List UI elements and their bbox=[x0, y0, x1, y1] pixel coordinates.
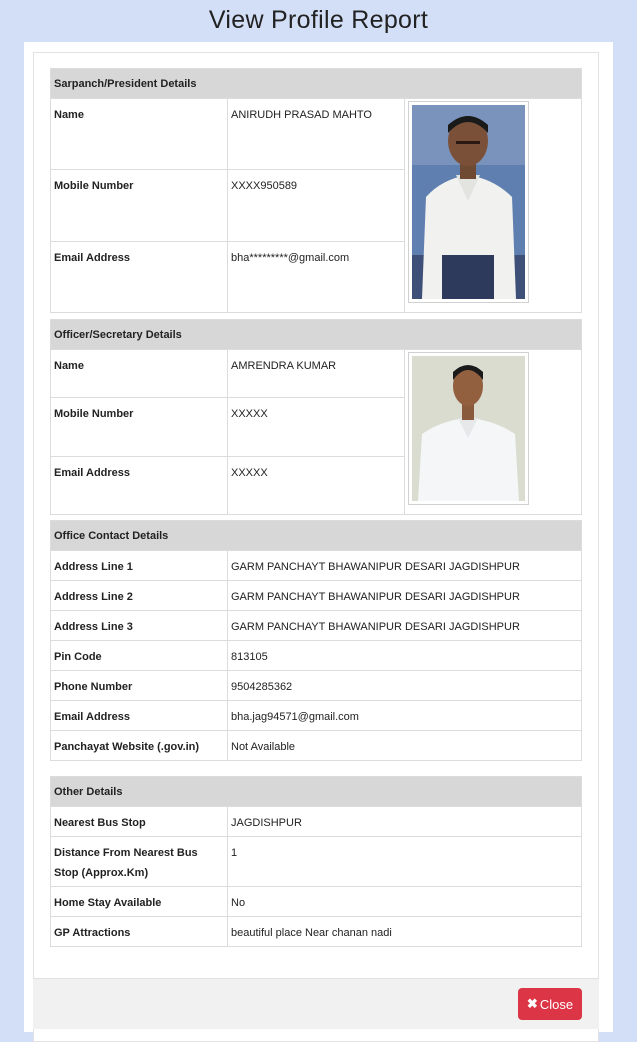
other-row-value: 1 bbox=[228, 837, 582, 887]
modal-footer bbox=[33, 978, 599, 1029]
office-row-label: Address Line 3 bbox=[51, 611, 228, 641]
office-heading: Office Contact Details bbox=[51, 521, 582, 551]
officer-email-value: XXXXX bbox=[228, 456, 405, 515]
sarpanch-photo-cell bbox=[405, 99, 582, 313]
other-row-label: Nearest Bus Stop bbox=[51, 807, 228, 837]
sarpanch-photo bbox=[408, 101, 529, 303]
office-row-label: Address Line 1 bbox=[51, 551, 228, 581]
sarpanch-name-value: ANIRUDH PRASAD MAHTO bbox=[228, 99, 405, 170]
office-row-value: GARM PANCHAYT BHAWANIPUR DESARI JAGDISHPUR bbox=[228, 581, 582, 611]
officer-heading: Officer/Secretary Details bbox=[51, 320, 582, 350]
office-row-value: bha.jag94571@gmail.com bbox=[228, 701, 582, 731]
officer-email-label: Email Address bbox=[51, 456, 228, 515]
page-title: View Profile Report bbox=[208, 6, 429, 34]
office-row-label: Panchayat Website (.gov.in) bbox=[51, 731, 228, 761]
other-row-value: beautiful place Near chanan nadi bbox=[228, 917, 582, 947]
officer-details-table bbox=[50, 319, 582, 515]
other-row-label: Distance From Nearest Bus Stop (Approx.Km) bbox=[51, 837, 228, 887]
sarpanch-details-table bbox=[50, 68, 582, 313]
officer-photo-image bbox=[412, 356, 525, 501]
other-row-value: JAGDISHPUR bbox=[228, 807, 582, 837]
officer-name-value: AMRENDRA KUMAR bbox=[228, 350, 405, 398]
sarpanch-name-label: Name bbox=[51, 99, 228, 170]
sarpanch-heading: Sarpanch/President Details bbox=[51, 69, 582, 99]
other-row-value: No bbox=[228, 887, 582, 917]
office-row-label: Address Line 2 bbox=[51, 581, 228, 611]
office-row-value: Not Available bbox=[228, 731, 582, 761]
office-row-value: 9504285362 bbox=[228, 671, 582, 701]
sarpanch-mobile-label: Mobile Number bbox=[51, 170, 228, 241]
office-row-label: Pin Code bbox=[51, 641, 228, 671]
office-row-value: 813105 bbox=[228, 641, 582, 671]
times-icon: ✖ bbox=[526, 996, 538, 1011]
sarpanch-photo-image bbox=[412, 105, 525, 299]
officer-photo bbox=[408, 352, 529, 505]
officer-photo-cell bbox=[405, 350, 582, 515]
officer-name-label: Name bbox=[51, 350, 228, 398]
office-row-value: GARM PANCHAYT BHAWANIPUR DESARI JAGDISHPUR bbox=[228, 551, 582, 581]
office-row-label: Email Address bbox=[51, 701, 228, 731]
officer-mobile-value: XXXXX bbox=[228, 398, 405, 456]
sarpanch-mobile-value: XXXX950589 bbox=[228, 170, 405, 241]
other-heading: Other Details bbox=[51, 777, 582, 807]
office-row-value: GARM PANCHAYT BHAWANIPUR DESARI JAGDISHPUR bbox=[228, 611, 582, 641]
close-button-label: Close bbox=[539, 996, 574, 1012]
other-row-label: Home Stay Available bbox=[51, 887, 228, 917]
office-row-label: Phone Number bbox=[51, 671, 228, 701]
office-contact-table bbox=[50, 520, 582, 761]
other-row-label: GP Attractions bbox=[51, 917, 228, 947]
sarpanch-email-label: Email Address bbox=[51, 241, 228, 312]
other-details-table bbox=[50, 776, 582, 947]
sarpanch-email-value: bha*********@gmail.com bbox=[228, 241, 405, 312]
close-button[interactable] bbox=[518, 988, 582, 1020]
officer-mobile-label: Mobile Number bbox=[51, 398, 228, 456]
